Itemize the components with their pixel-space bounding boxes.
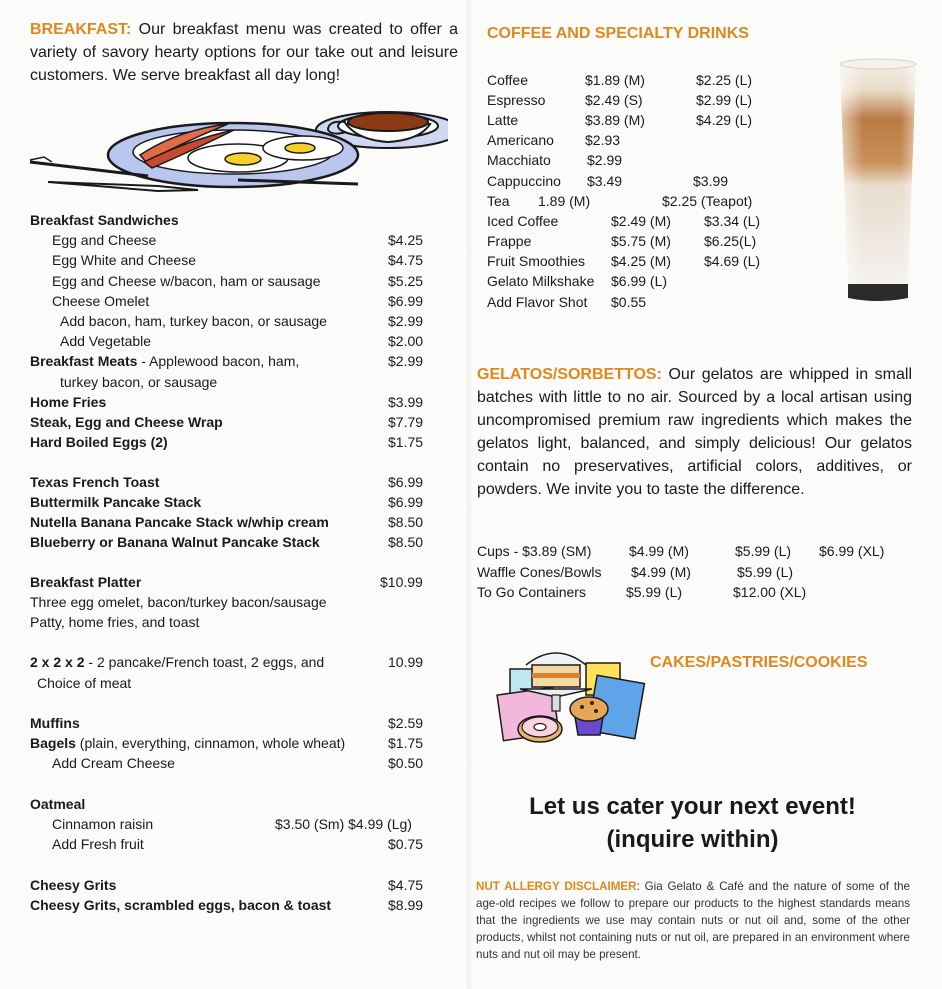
drink-name: Frappe: [487, 233, 532, 249]
oatmeal-item-name: Cinnamon raisin: [52, 816, 154, 832]
drink-price: 1.89 (M): [538, 193, 591, 209]
latte-glass-illustration: [836, 58, 920, 304]
gelato-cones-label: Waffle Cones/Bowls: [477, 564, 602, 580]
gelato-togo-xl: $12.00 (XL): [733, 584, 807, 600]
drink-price: $5.75 (M): [611, 233, 671, 249]
drink-price: $4.29 (L): [696, 112, 753, 128]
sandwich-item-price: $2.00: [388, 333, 424, 349]
menu-item-name: Home Fries: [30, 394, 107, 410]
menu-item-price: $8.50: [388, 534, 424, 550]
sandwich-item-name: Add bacon, ham, turkey bacon, or sausage: [60, 313, 327, 329]
gelato-intro-text: Our gelatos are whipped in small batches with little to no air. Sourced by a local artisan using uncompromised premium raw ingredients which makes the gelatos light, balanced, and simply delicious! Our gelatos contain no preservatives, artificial colors, additives, or powders. We invite you to taste the difference.: [477, 366, 912, 498]
drink-price: $2.49 (S): [585, 92, 643, 108]
bagels-line: [30, 735, 345, 751]
sandwich-item-price: $5.25: [388, 273, 424, 289]
drink-price: $2.49 (M): [611, 213, 671, 229]
menu-item-price: $1.75: [388, 434, 424, 450]
gelato-cups-label: Cups - $3.89 (SM): [477, 543, 592, 559]
page-fold: [467, 0, 471, 989]
disclaimer-label: NUT ALLERGY DISCLAIMER: [476, 880, 637, 893]
menu-item-price: $8.50: [388, 514, 424, 530]
cream-cheese-name: Add Cream Cheese: [52, 755, 175, 771]
gelato-intro: [477, 363, 912, 501]
menu-item-price: $8.99: [388, 897, 424, 913]
menu-item-name: Cheesy Grits, scrambled eggs, bacon & toast: [30, 897, 332, 913]
menu-item-price: $7.79: [388, 414, 424, 430]
gelato-togo-label: To Go Containers: [477, 584, 586, 600]
drink-name: Espresso: [487, 92, 546, 108]
bagels-desc: (plain, everything, cinnamon, whole wheat): [75, 735, 346, 751]
platter-desc-2: Patty, home fries, and toast: [30, 614, 200, 630]
menu-item-price: $3.99: [388, 394, 424, 410]
coffee-heading: COFFEE AND SPECIALTY DRINKS: [487, 25, 749, 42]
meats-price: $2.99: [388, 353, 424, 369]
drink-price: $0.55: [611, 294, 647, 310]
gelato-cones-l: $5.99 (L): [737, 564, 794, 580]
platter-name: Breakfast Platter: [30, 574, 142, 590]
meats-desc: - Applewood bacon, ham,: [137, 353, 300, 369]
sandwich-item-name: Egg and Cheese: [52, 232, 157, 248]
menu-item-price: $6.99: [388, 494, 424, 510]
drink-name: Macchiato: [487, 152, 551, 168]
drink-price: $4.25 (M): [611, 253, 671, 269]
drink-price: $3.99: [693, 173, 729, 189]
pastries-illustration: [496, 645, 646, 750]
menu-item-name: Steak, Egg and Cheese Wrap: [30, 414, 223, 430]
two-by-price: 10.99: [388, 654, 424, 670]
menu-item-name: Texas French Toast: [30, 474, 160, 490]
platter-price: $10.99: [380, 574, 423, 590]
drink-price: $2.25 (Teapot): [662, 193, 753, 209]
drink-name: Fruit Smoothies: [487, 253, 586, 269]
cater-line-1: Let us cater your next event!: [529, 793, 856, 820]
drink-price: $3.34 (L): [704, 213, 761, 229]
menu-item-price: $4.75: [388, 877, 424, 893]
drink-name: Add Flavor Shot: [487, 294, 588, 310]
gelato-heading: GELATOS/SORBETTOS:: [477, 366, 662, 383]
menu-item-name: Hard Boiled Eggs (2): [30, 434, 168, 450]
platter-desc-1: Three egg omelet, bacon/turkey bacon/sausage: [30, 594, 327, 610]
nut-allergy-disclaimer: [476, 878, 910, 963]
drink-price: $4.69 (L): [704, 253, 761, 269]
drink-price: $2.93: [585, 132, 621, 148]
oatmeal-title: Oatmeal: [30, 796, 86, 812]
gelato-cups-l: $5.99 (L): [735, 543, 792, 559]
cakes-heading: CAKES/PASTRIES/COOKIES: [650, 654, 868, 671]
breakfast-intro: [30, 18, 458, 87]
meats-desc-2: turkey bacon, or sausage: [60, 374, 218, 390]
sandwiches-title: Breakfast Sandwiches: [30, 212, 179, 228]
menu-item-name: Blueberry or Banana Walnut Pancake Stack: [30, 534, 320, 550]
gelato-cups-xl: $6.99 (XL): [819, 543, 885, 559]
sandwich-item-price: $4.25: [388, 232, 424, 248]
sandwich-item-price: $6.99: [388, 293, 424, 309]
muffins-name: Muffins: [30, 715, 80, 731]
cater-callout: [480, 790, 905, 856]
drink-name: Tea: [487, 193, 510, 209]
gelato-togo-l: $5.99 (L): [626, 584, 683, 600]
drink-price: $6.25(L): [704, 233, 757, 249]
drink-price: $2.99: [587, 152, 623, 168]
breakfast-heading: BREAKFAST:: [30, 21, 132, 38]
sandwich-item-name: Egg and Cheese w/bacon, ham or sausage: [52, 273, 321, 289]
oatmeal-item-name: Add Fresh fruit: [52, 836, 144, 852]
two-by-name: 2 x 2 x 2: [30, 654, 85, 670]
meats-line: [30, 353, 299, 369]
drink-price: $3.49: [587, 173, 623, 189]
sandwich-item-name: Cheese Omelet: [52, 293, 150, 309]
oatmeal-item-price: $3.50 (Sm) $4.99 (Lg): [275, 816, 412, 832]
sandwich-item-price: $4.75: [388, 252, 424, 268]
sandwich-item-price: $2.99: [388, 313, 424, 329]
drink-price: $2.25 (L): [696, 72, 753, 88]
drink-price: $2.99 (L): [696, 92, 753, 108]
breakfast-intro-text: Our breakfast menu was created to offer a variety of savory hearty options for our take out and leisure customers. We serve breakfast all day long!: [30, 21, 458, 84]
drink-price: $3.89 (M): [585, 112, 645, 128]
breakfast-plate-illustration: [28, 100, 448, 200]
menu-item-name: Buttermilk Pancake Stack: [30, 494, 202, 510]
two-by-desc: - 2 pancake/French toast, 2 eggs, and: [84, 654, 325, 670]
gelato-cups-m: $4.99 (M): [629, 543, 689, 559]
drink-name: Coffee: [487, 72, 528, 88]
cater-line-2: (inquire within): [606, 826, 779, 853]
sandwich-item-name: Egg White and Cheese: [52, 252, 196, 268]
drink-name: Cappuccino: [487, 173, 561, 189]
drink-name: Iced Coffee: [487, 213, 559, 229]
drink-name: Americano: [487, 132, 554, 148]
bagels-price: $1.75: [388, 735, 424, 751]
muffins-price: $2.59: [388, 715, 424, 731]
drink-name: Gelato Milkshake: [487, 273, 595, 289]
bagels-name: Bagels: [30, 735, 76, 751]
meats-name: Breakfast Meats: [30, 353, 138, 369]
oatmeal-item-price: $0.75: [388, 836, 424, 852]
drink-price: $6.99 (L): [611, 273, 668, 289]
menu-item-name: Nutella Banana Pancake Stack w/whip cream: [30, 514, 329, 530]
two-by-line: [30, 654, 324, 670]
two-by-desc-2: Choice of meat: [37, 675, 132, 691]
cream-cheese-price: $0.50: [388, 755, 424, 771]
menu-item-price: $6.99: [388, 474, 424, 490]
drink-price: $1.89 (M): [585, 72, 645, 88]
drink-name: Latte: [487, 112, 519, 128]
gelato-cones-m: $4.99 (M): [631, 564, 691, 580]
sandwich-item-name: Add Vegetable: [60, 333, 152, 349]
disclaimer-text: : Gia Gelato & Café and the nature of some of the age-old recipes we follow to prepare our products to the highest standards means that the ingredients we use may contain nuts or nut oil and, some of the other products, whilst not containing nuts or nut oil, are prepared in an environment where nuts and nut oil may be present.: [476, 880, 911, 961]
menu-item-name: Cheesy Grits: [30, 877, 117, 893]
